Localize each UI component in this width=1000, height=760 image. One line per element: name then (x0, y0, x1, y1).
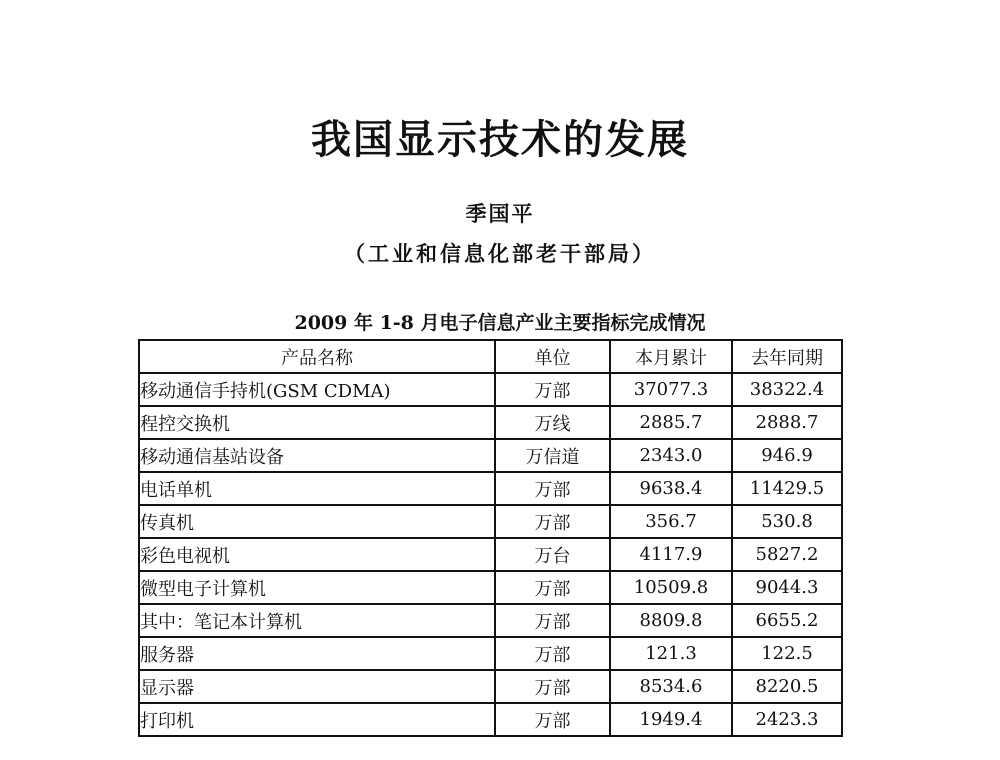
last-year-cell: 946.9 (732, 439, 842, 472)
product-name-cell: 移动通信手持机(GSM CDMA) (139, 373, 495, 406)
last-year-cell: 9044.3 (732, 571, 842, 604)
indicator-table (138, 339, 843, 737)
last-year-cell: 38322.4 (732, 373, 842, 406)
table-row (139, 604, 842, 637)
last-year-cell: 5827.2 (732, 538, 842, 571)
month-cumulative-cell: 356.7 (610, 505, 732, 538)
product-name-cell: 显示器 (139, 670, 495, 703)
header-unit: 单位 (495, 340, 610, 373)
header-last-year: 去年同期 (732, 340, 842, 373)
product-name-cell: 打印机 (139, 703, 495, 736)
product-name-cell: 其中：笔记本计算机 (139, 604, 495, 637)
unit-cell: 万部 (495, 604, 610, 637)
month-cumulative-cell: 10509.8 (610, 571, 732, 604)
last-year-cell: 2423.3 (732, 703, 842, 736)
unit-cell: 万部 (495, 703, 610, 736)
last-year-cell: 2888.7 (732, 406, 842, 439)
unit-cell: 万线 (495, 406, 610, 439)
month-cumulative-cell: 8809.8 (610, 604, 732, 637)
table-row (139, 670, 842, 703)
product-name-cell: 电话单机 (139, 472, 495, 505)
table-row (139, 472, 842, 505)
table-row (139, 439, 842, 472)
header-product-name: 产品名称 (139, 340, 495, 373)
table-row (139, 703, 842, 736)
author-affiliation: （工业和信息化部老干部局） (344, 241, 656, 266)
header-month-cumulative: 本月累计 (610, 340, 732, 373)
last-year-cell: 122.5 (732, 637, 842, 670)
unit-cell: 万部 (495, 571, 610, 604)
month-cumulative-cell: 2343.0 (610, 439, 732, 472)
product-name-cell: 彩色电视机 (139, 538, 495, 571)
month-cumulative-cell: 9638.4 (610, 472, 732, 505)
last-year-cell: 11429.5 (732, 472, 842, 505)
table-header-row (139, 340, 842, 373)
product-name-cell: 传真机 (139, 505, 495, 538)
unit-cell: 万部 (495, 472, 610, 505)
last-year-cell: 6655.2 (732, 604, 842, 637)
unit-cell: 万台 (495, 538, 610, 571)
table-row (139, 406, 842, 439)
product-name-cell: 移动通信基站设备 (139, 439, 495, 472)
table-row (139, 637, 842, 670)
last-year-cell: 530.8 (732, 505, 842, 538)
month-cumulative-cell: 8534.6 (610, 670, 732, 703)
unit-cell: 万部 (495, 637, 610, 670)
month-cumulative-cell: 2885.7 (610, 406, 732, 439)
unit-cell: 万部 (495, 670, 610, 703)
month-cumulative-cell: 1949.4 (610, 703, 732, 736)
table-row (139, 373, 842, 406)
author-name: 季国平 (465, 201, 535, 226)
month-cumulative-cell: 4117.9 (610, 538, 732, 571)
product-name-cell: 微型电子计算机 (139, 571, 495, 604)
table-row (139, 505, 842, 538)
unit-cell: 万部 (495, 373, 610, 406)
table-row (139, 538, 842, 571)
article-title: 我国显示技术的发展 (311, 117, 689, 163)
last-year-cell: 8220.5 (732, 670, 842, 703)
unit-cell: 万信道 (495, 439, 610, 472)
table-caption: 2009 年 1-8 月电子信息产业主要指标完成情况 (294, 312, 706, 334)
month-cumulative-cell: 121.3 (610, 637, 732, 670)
product-name-cell: 服务器 (139, 637, 495, 670)
unit-cell: 万部 (495, 505, 610, 538)
month-cumulative-cell: 37077.3 (610, 373, 732, 406)
product-name-cell: 程控交换机 (139, 406, 495, 439)
table-row (139, 571, 842, 604)
table-body (139, 373, 842, 736)
